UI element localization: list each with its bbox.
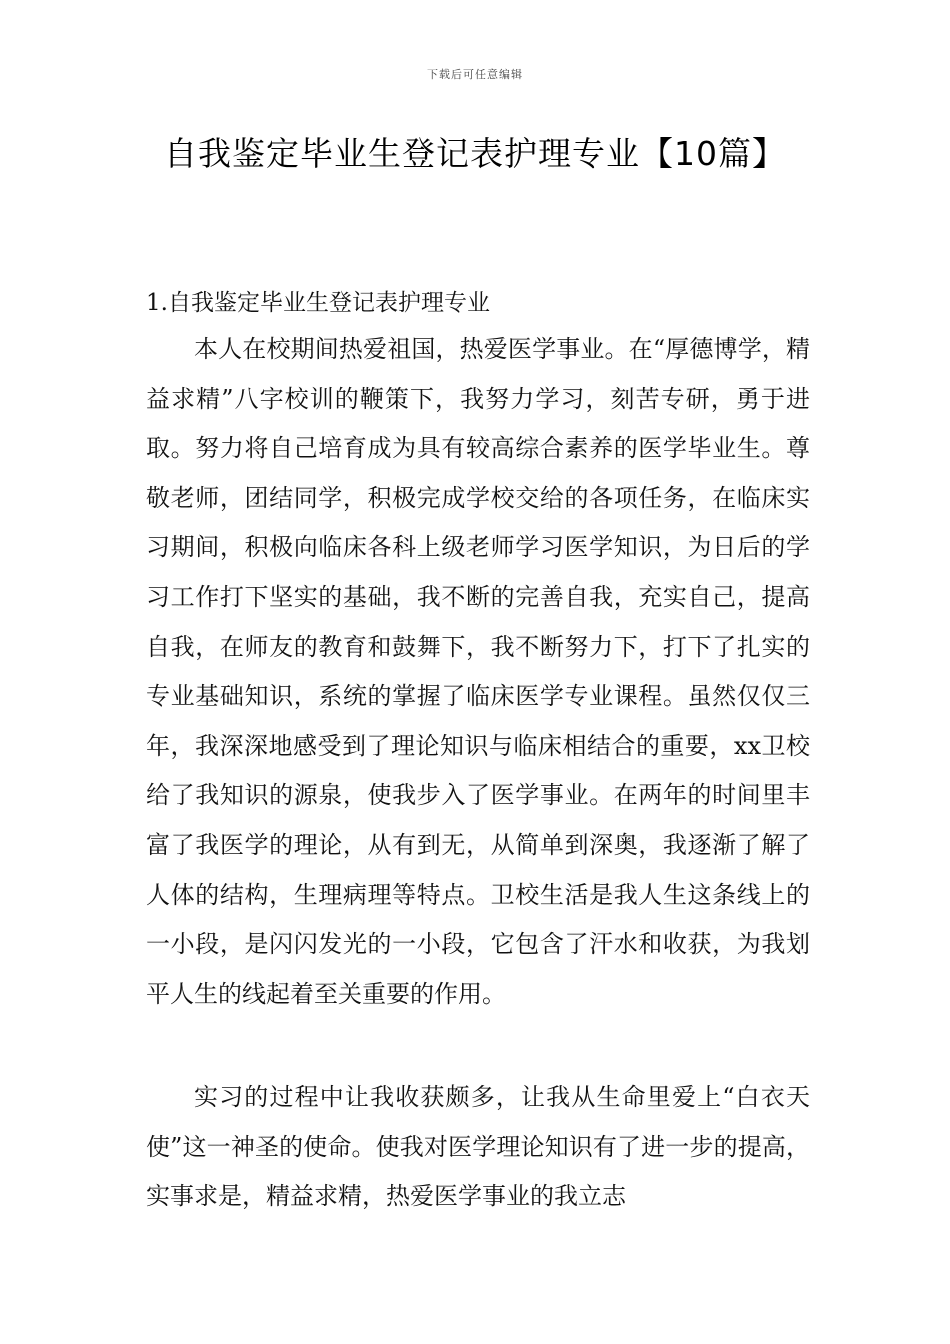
body-paragraph: 本人在校期间热爱祖国，热爱医学事业。在“厚德博学，精益求精”八字校训的鞭策下，我努力学习，刻苦专研，勇于进取。努力将自己培育成为具有较高综合素养的医学毕业生。尊敬老师，团结同学，积极完成学校交给的各项任务，在临床实习期间，积极向临床各科上级老师学习医学知识，为日后的学习工作打下坚实的基础，我不断的完善自我，充实自己，提高自我，在师友的教育和鼓舞下，我不断努力下，打下了扎实的专业基础知识，系统的掌握了临床医学专业课程。虽然仅仅三年，我深深地感受到了理论知识与临床相结合的重要，xx卫校给了我知识的源泉，使我步入了医学事业。在两年的时间里丰富了我医学的理论，从有到无，从简单到深奥，我逐渐了解了人体的结构，生理病理等特点。卫校生活是我人生这条线上的一小段，是闪闪发光的一小段，它包含了汗水和收获，为我划平人生的线起着至关重要的作用。 (146, 335, 810, 1008)
section-heading: 1.自我鉴定毕业生登记表护理专业 (146, 290, 490, 316)
header-note: 下载后可任意编辑 (427, 68, 523, 81)
body-paragraph: 实习的过程中让我收获颇多，让我从生命里爱上“白衣天使”这一神圣的使命。使我对医学理论知识有了进一步的提高，实事求是，精益求精，热爱医学事业的我立志 (146, 1083, 810, 1211)
document-title: 自我鉴定毕业生登记表护理专业【10篇】 (164, 134, 786, 173)
